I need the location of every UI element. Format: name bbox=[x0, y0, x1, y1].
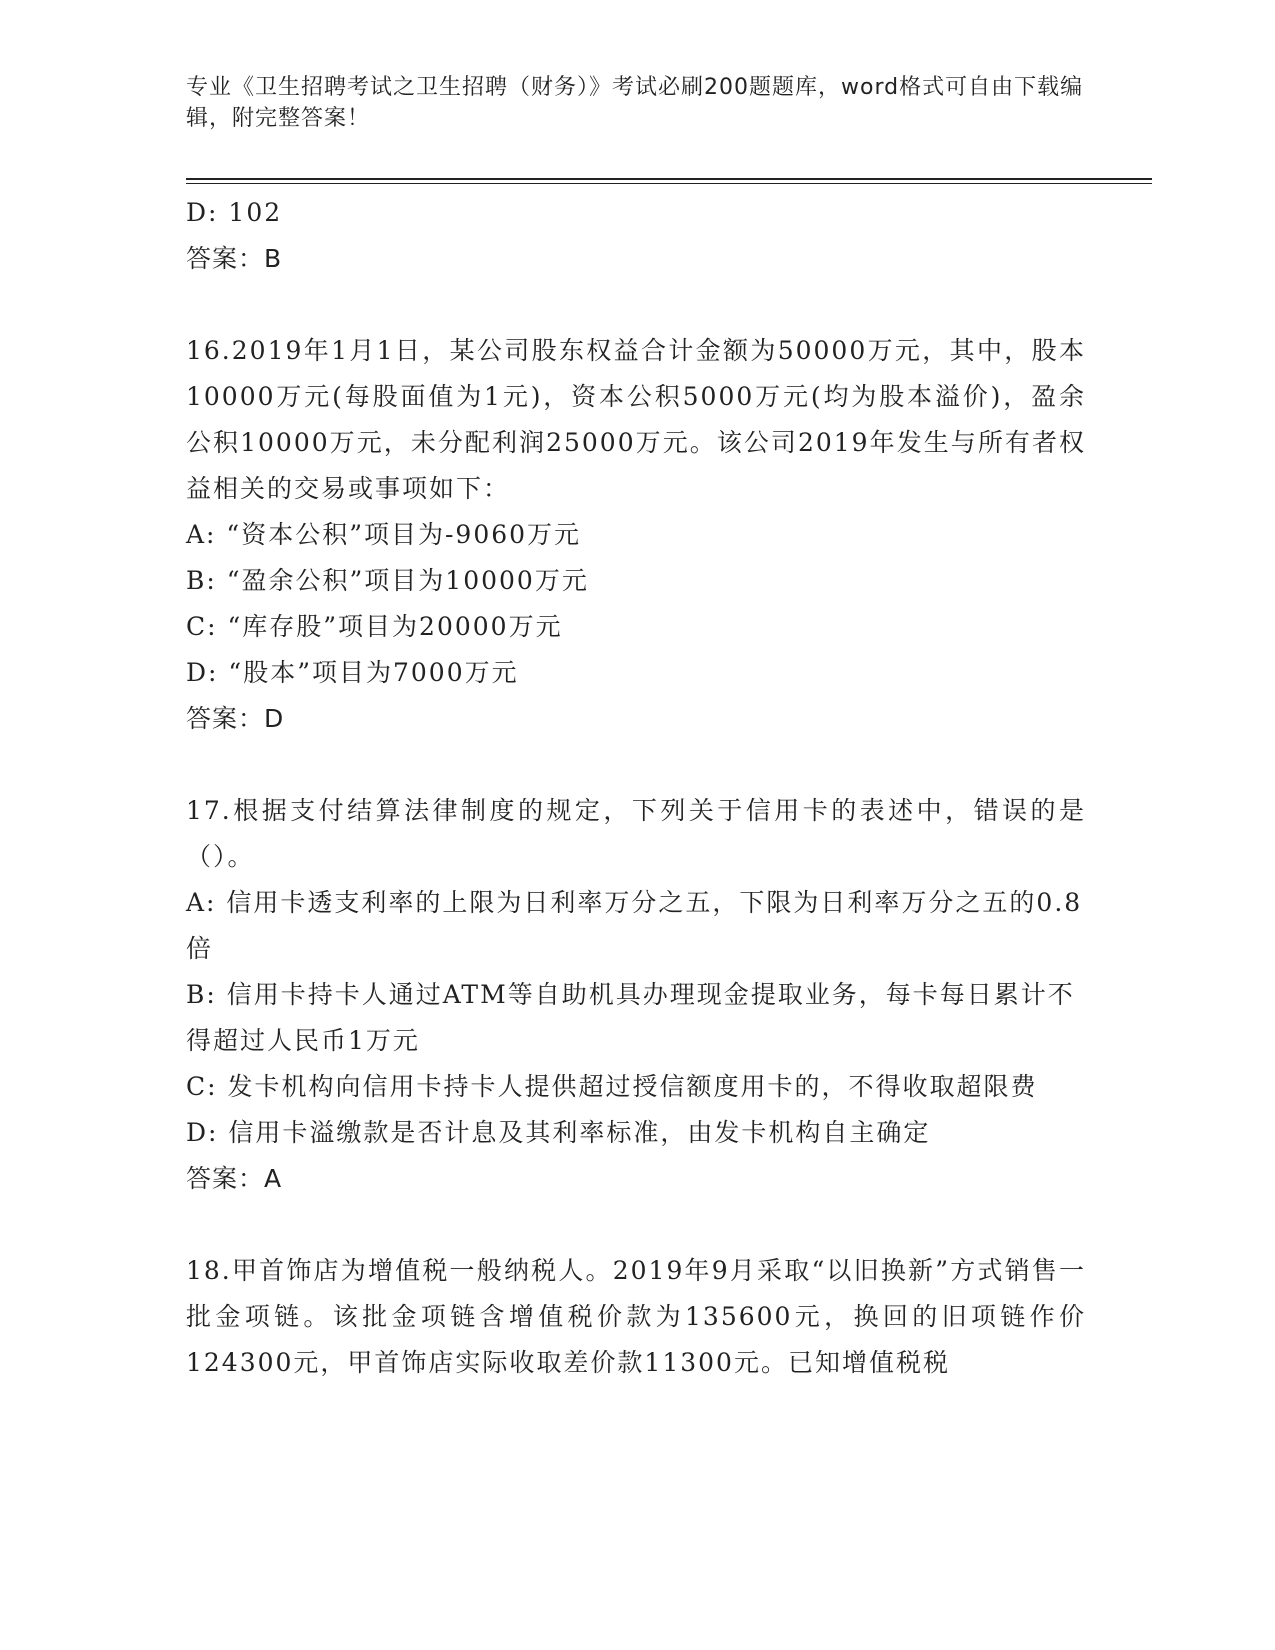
option-c: C: 发卡机构向信用卡持卡人提供超过授信额度用卡的，不得收取超限费 bbox=[186, 1072, 1038, 1101]
option-a: A: 信用卡透支利率的上限为日利率万分之五，下限为日利率万分之五的0.8倍 bbox=[186, 888, 1083, 963]
header-rule-thin bbox=[186, 183, 1152, 184]
option-d: D: 信用卡溢缴款是否计息及其利率标准，由发卡机构自主确定 bbox=[186, 1118, 931, 1147]
option-b: B: “盈余公积”项目为10000万元 bbox=[186, 566, 589, 595]
header-rule-thick bbox=[186, 178, 1152, 180]
document-header bbox=[186, 72, 1086, 134]
question-stem: 16.2019年1月1日，某公司股东权益合计金额为50000万元，其中，股本10000万元(每股面值为1元)，资本公积5000万元(均为股本溢价)，盈余公积10000万元，未分配利润25000万元。该公司2019年发生与所有者权益相关的交易或事项如下： bbox=[186, 336, 1086, 503]
prev-answer: 答案：B bbox=[186, 244, 283, 273]
option-b: B: 信用卡持卡人通过ATM等自助机具办理现金提取业务，每卡每日累计不得超过人民币1万元 bbox=[186, 980, 1075, 1055]
option-c: C: “库存股”项目为20000万元 bbox=[186, 612, 563, 641]
question-17 bbox=[186, 788, 1086, 1202]
answer: 答案：D bbox=[186, 704, 285, 733]
question-stem: 17.根据支付结算法律制度的规定，下列关于信用卡的表述中，错误的是（）。 bbox=[186, 796, 1086, 871]
document-body bbox=[186, 190, 1086, 1386]
header-title: 专业《卫生招聘考试之卫生招聘（财务）》考试必刷200题题库，word格式可自由下载编辑，附完整答案！ bbox=[186, 75, 1084, 131]
question-18 bbox=[186, 1248, 1086, 1386]
answer: 答案：A bbox=[186, 1164, 283, 1193]
option-d: D: “股本”项目为7000万元 bbox=[186, 658, 519, 687]
question-stem: 18.甲首饰店为增值税一般纳税人。2019年9月采取“以旧换新”方式销售一批金项链。该批金项链含增值税价款为135600元，换回的旧项链作价124300元，甲首饰店实际收取差价款11300元。已知增值税税 bbox=[186, 1256, 1086, 1377]
option-a: A: “资本公积”项目为-9060万元 bbox=[186, 520, 582, 549]
prev-option-d: D: 102 bbox=[186, 198, 283, 227]
question-16 bbox=[186, 328, 1086, 742]
